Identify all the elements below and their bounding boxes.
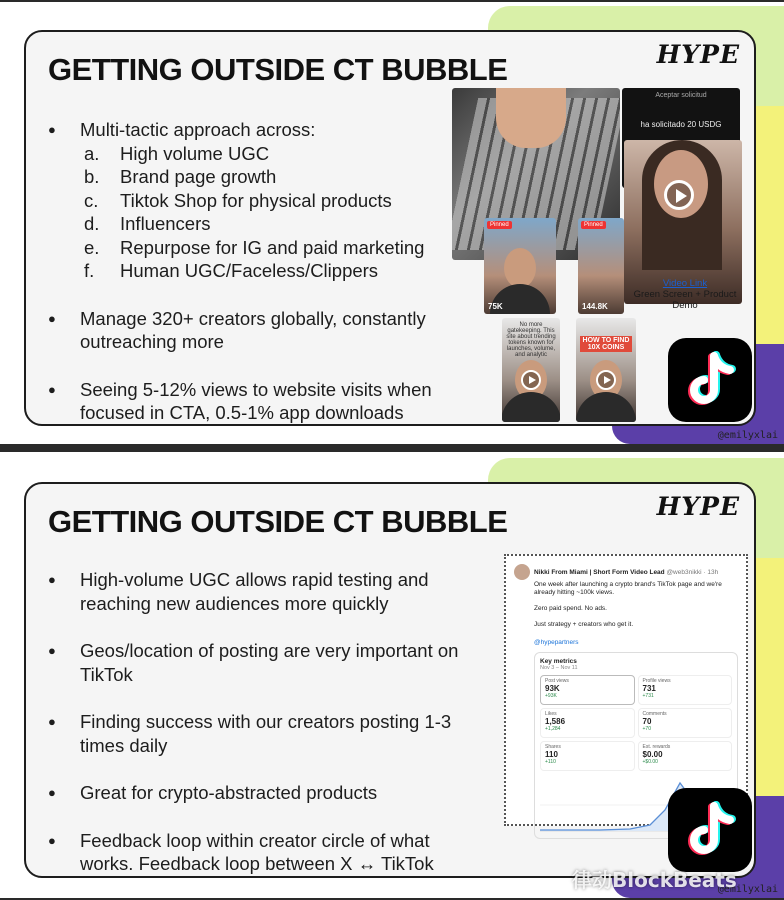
author-handle: @emilyxlai bbox=[717, 884, 778, 895]
bullet-item: ● Feedback loop within creator circle of what works. Feedback loop between X ↔ TikTok bbox=[48, 829, 488, 876]
bullet-list bbox=[48, 568, 488, 876]
video-thumb-4[interactable]: HOW TO FIND 10X COINS bbox=[576, 318, 636, 422]
sub-item: c. Tiktok Shop for physical products bbox=[84, 189, 392, 211]
bullet-item: ● Great for crypto-abstracted products bbox=[48, 781, 488, 805]
avatar bbox=[514, 564, 530, 580]
video-thumb-3[interactable]: No more gatekeeping. This site about trending tokens known for launches, volume, and analytic bbox=[502, 318, 560, 422]
metric-cell: Est. rewards $0.00 +$0.00 bbox=[638, 741, 733, 771]
bullet-list bbox=[48, 118, 468, 425]
bullet-item: ● Manage 320+ creators globally, constantly outreaching more bbox=[48, 307, 468, 354]
video-thumb-2[interactable]: Pinned 144.8K bbox=[578, 218, 624, 314]
key-metrics-panel: Key metrics Nov 3 – Nov 11 Post views 93K +93K Profile views 731 +731 Likes 1,586 +1,284 Comments 70 +70 Shares 110 +110 Est. rewards $0.00 +$0.00 bbox=[534, 652, 738, 839]
metric-cell: Post views 93K +93K bbox=[540, 675, 635, 705]
tiktok-logo-icon bbox=[668, 788, 752, 872]
slide-card bbox=[24, 482, 756, 878]
tiktok-logo-icon bbox=[668, 338, 752, 422]
slide-1 bbox=[0, 2, 784, 444]
bullet-item: ● Geos/location of posting are very important on TikTok bbox=[48, 639, 488, 686]
hype-logo: HYPE bbox=[656, 40, 740, 69]
tweet-text: Zero paid spend. No ads. bbox=[534, 605, 607, 612]
bullet-item: ● Seeing 5-12% views to website visits when focused in CTA, 0.5-1% app downloads bbox=[48, 378, 468, 425]
bullet-item: ● High-volume UGC allows rapid testing and reaching new audiences more quickly bbox=[48, 568, 488, 615]
metric-cell: Comments 70 +70 bbox=[638, 708, 733, 738]
metric-cell: Likes 1,586 +1,284 bbox=[540, 708, 635, 738]
tweet-mention[interactable]: @hypepartners bbox=[534, 639, 579, 646]
tweet-text: One week after launching a crypto brand's TikTok page and we're already hitting ~100k views. bbox=[534, 581, 722, 596]
slide-card bbox=[24, 30, 756, 426]
sub-item: a. High volume UGC bbox=[84, 142, 270, 164]
sub-item: f. Human UGC/Faceless/Clippers bbox=[84, 260, 379, 281]
slide-title: GETTING OUTSIDE CT BUBBLE bbox=[48, 52, 508, 87]
bullet-item: ● Multi-tactic approach across: bbox=[48, 118, 468, 142]
phone-screenshot: Aceptar solicitud ha solicitado 20 USDG bbox=[622, 88, 740, 188]
hand-image bbox=[496, 88, 566, 148]
slide-title: GETTING OUTSIDE CT BUBBLE bbox=[48, 504, 508, 539]
sub-item: b. Brand page growth bbox=[84, 166, 277, 187]
video-link[interactable]: Video Link bbox=[662, 278, 708, 289]
hype-logo: HYPE bbox=[656, 492, 740, 521]
bullet-item: ● Finding success with our creators posting 1-3 times daily bbox=[48, 710, 488, 757]
play-icon[interactable] bbox=[521, 370, 541, 390]
video-link-caption: Video Link Green Screen + Product Demo bbox=[626, 278, 744, 311]
slide-2 bbox=[0, 452, 784, 898]
metric-cell: Shares 110 +110 bbox=[540, 741, 635, 771]
metric-cell: Profile views 731 +731 bbox=[638, 675, 733, 705]
video-thumb-1[interactable]: Pinned 75K bbox=[484, 218, 556, 314]
tweet-text: Just strategy + creators who get it. bbox=[534, 621, 634, 628]
play-icon[interactable] bbox=[664, 180, 694, 210]
watermark: 律动BlockBeats bbox=[572, 868, 737, 892]
author-handle: @emilyxlai bbox=[717, 430, 778, 441]
play-icon[interactable] bbox=[596, 370, 616, 390]
tweet-handle: @web3nikki · 13h bbox=[666, 568, 719, 576]
sub-item: d. Influencers bbox=[84, 213, 211, 234]
tweet-card bbox=[504, 554, 748, 826]
tweet-author: Nikki From Miami | Short Form Video Lead bbox=[534, 568, 665, 576]
sub-item: e. Repurpose for IG and paid marketing bbox=[84, 236, 425, 258]
